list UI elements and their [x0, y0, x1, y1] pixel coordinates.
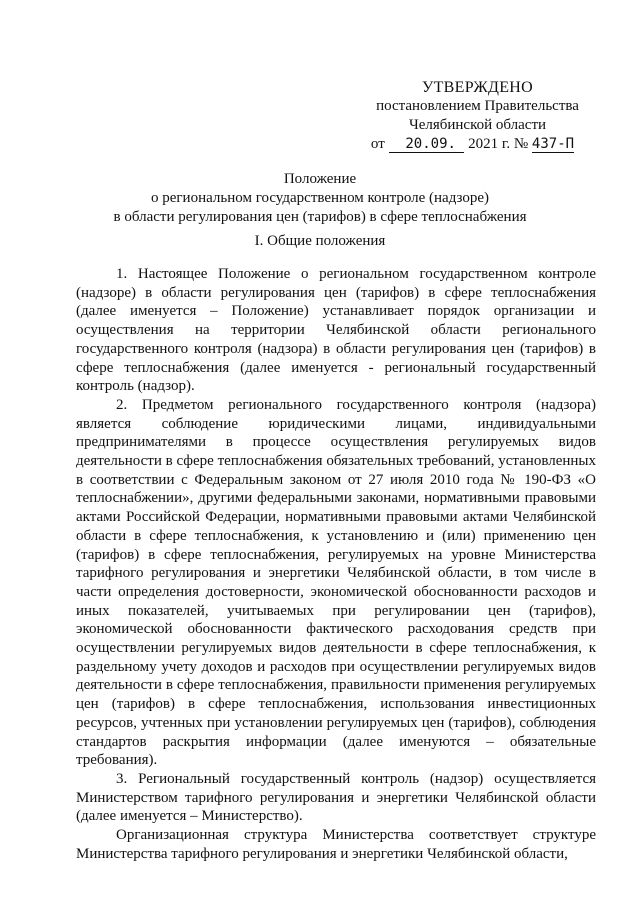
date-prefix: от — [370, 136, 385, 152]
document-title — [60, 170, 580, 227]
paragraph-2: 2. Предметом регионального государственного контроля (надзора) является соблюдение юридическими лицами, индивидуальными предпринимателями в процессе осуществления регулируемых видов деятельности в сфере теплоснабжения обязательных требований, установленных в соответствии с Федеральным законом от 27 июля 2010 года № 190-ФЗ «О теплоснабжении», другими федеральными законами, нормативными правовыми актами Российской Федерации, нормативными правовыми актами Челябинской области в сфере теплоснабжения, к установлению и (или) применению цен (тарифов) в сфере теплоснабжения, регулируемых на уровне Министерства тарифного регулирования и энергетики Челябинской области, в том числе в части определения достоверности, экономической обоснованности расходов и иных показателей, учитываемых при регулировании цен (тарифов), экономической обоснованности фактического расходования средств при осуществлении регулируемых видов деятельности в сфере теплоснабжения, к раздельному учету доходов и расходов при осуществлении регулируемых видов деятельности в сфере теплоснабжения, правильности применения регулируемых цен (тарифов) в сфере теплоснабжения, использования инвестиционных ресурсов, учтенных при установлении регулируемых цен (тарифов), соблюдения стандартов раскрытия информации (далее именуются – обязательные требования). — [76, 396, 596, 769]
paragraph-4: Организационная структура Министерства соответствует структуре Министерства тарифного регулирования и энергетики Челябинской области, — [76, 827, 596, 862]
approval-year: 2021 г. № — [468, 136, 529, 152]
approval-line-2: Челябинской области — [408, 117, 547, 133]
title-line-1: Положение — [283, 171, 357, 187]
title-line-3: в области регулирования цен (тарифов) в сфере теплоснабжения — [113, 209, 527, 225]
approval-date: 20.09. — [389, 136, 465, 153]
document-body — [76, 265, 596, 864]
title-line-2: о региональном государственном контроле (надзоре) — [150, 190, 490, 206]
section-heading: I. Общие положения — [254, 233, 386, 249]
approval-heading: УТВЕРЖДЕНО — [421, 79, 533, 96]
approval-number: 437-П — [531, 136, 575, 152]
approval-dateline — [350, 135, 595, 154]
approval-stamp — [360, 78, 595, 154]
paragraph-1: 1. Настоящее Положение о региональном государственном контроле (надзоре) в области регулирования цен (тарифов) в сфере теплоснабжения (далее именуется – Положение) устанавливает порядок организации и осуществления на территории Челябинской области регионального государственного контроля (надзора) в области регулирования цен (тарифов) в сфере теплоснабжения (далее именуется - региональный государственный контроль (надзор). — [76, 266, 596, 395]
paragraph-3: 3. Региональный государственный контроль (надзор) осуществляется Министерством тарифного регулирования и энергетики Челябинской области (далее именуется – Министерство). — [76, 770, 596, 825]
approval-line-1: постановлением Правительства — [376, 98, 579, 114]
